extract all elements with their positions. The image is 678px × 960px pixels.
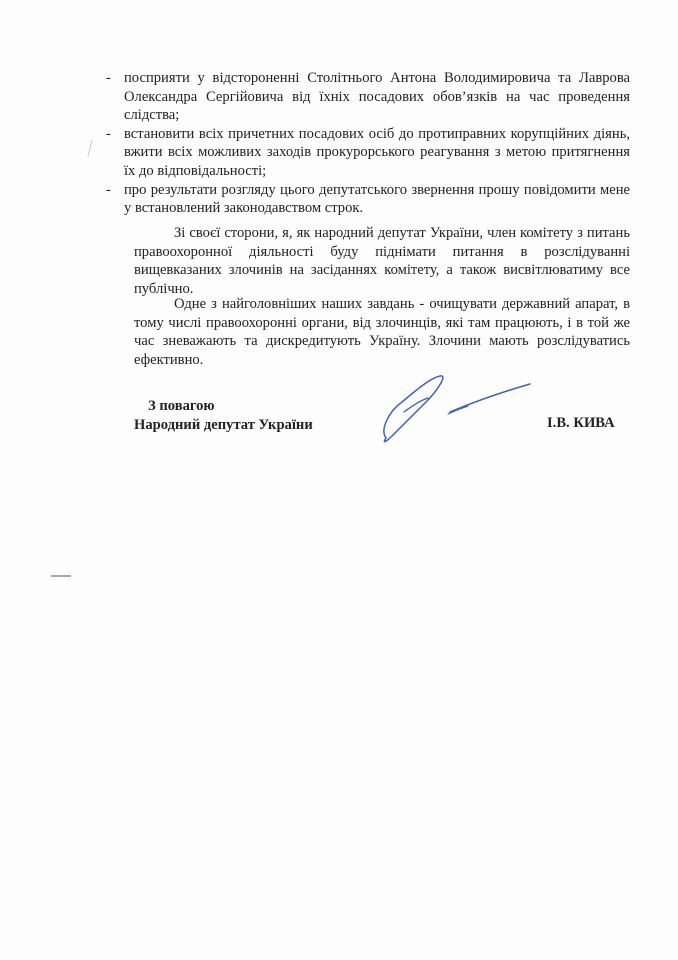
body-paragraph: Зі своєї сторони, я, як народний депутат України, член комітету з питань правоохоронної діяльності буду піднімати питання в розслідуванні вищевказаних злочинів на засіданнях комітету, а також висвітлюватиму все публічно.	[134, 225, 630, 297]
list-marker: -	[106, 70, 111, 86]
list-marker: -	[106, 125, 111, 142]
list-marker: -	[106, 181, 111, 198]
list-item	[106, 181, 630, 218]
request-list	[106, 69, 630, 218]
list-item-text: посприяти у відстороненні Столітнього Антона Володимировича та Лаврова Олександра Сергійовича від їхніх посадових обов’язків на час проведення слідства;	[124, 70, 630, 124]
signatory-name: І.В. КИВА	[547, 415, 615, 431]
body-paragraph: Одне з найголовніших наших завдань - очищувати державний апарат, в тому числі правоохоронні органи, від злочинців, які там працюють, і в той же час зневажають та дискредитують Україну. Злочини мають розслідуватись ефективно.	[134, 296, 630, 368]
closing-block	[134, 397, 313, 434]
signatory-title: Народний депутат України	[134, 416, 313, 433]
closing-greeting: З повагою	[148, 398, 215, 414]
list-item-text: встановити всіх причетних посадових осіб до протиправних корупційних діянь, вжити всіх можливих заходів прокурорського реагування з метою притягнення їх до відповідальності;	[124, 125, 630, 179]
list-item	[106, 69, 630, 125]
list-item-text: про результати розгляду цього депутатського звернення прошу повідомити мене у встановлений законодавством строк.	[124, 181, 630, 217]
handwritten-signature	[378, 372, 538, 447]
scan-artifact	[50, 574, 72, 578]
list-item	[106, 125, 630, 181]
scan-artifact	[86, 138, 94, 158]
